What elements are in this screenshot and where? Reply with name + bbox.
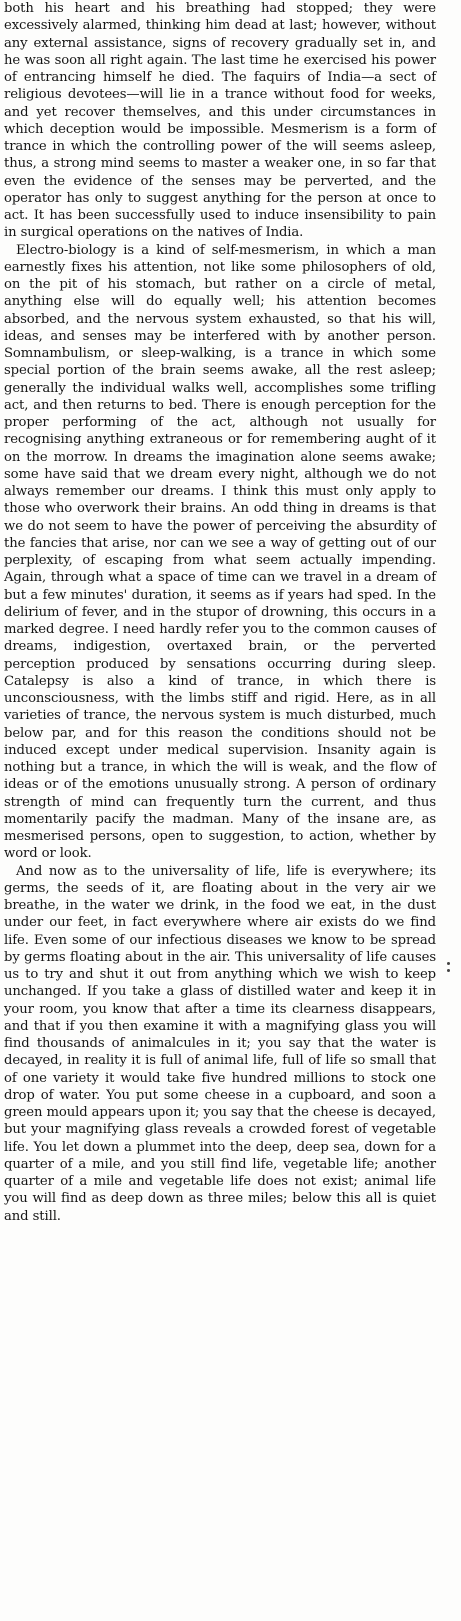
print-speck xyxy=(447,962,450,965)
paragraph-trance-mesmerism: both his heart and his breathing had stopped; they were excessively alarmed, thinking him dead at last; however, without any external assistance, signs of recovery gradually set in, and he was soon all right again. The last time he exercised his power of entrancing himself he died. The faquirs of India—a sect of religious devotees—will lie in a trance without food for weeks, and yet recover themselves, and this under circumstances in which deception would be impossible. Mesmerism is a form of trance in which the controlling power of the will seems asleep, thus, a strong mind seems to master a weaker one, in so far that even the evidence of the senses may be perverted, and the operator has only to suggest anything for the person at once to act. It has been successfully used to induce insensibility to pain in surgical operations on the natives of India. xyxy=(4,1,436,241)
paragraph-universality-of-life: And now as to the universality of life, life is everywhere; its germs, the seeds of it, are floating about in the very air we breathe, in the water we drink, in the food we eat, in the dust under our feet, in fact everywhere where air exists do we find life. Even some of our infectious diseases we know to be spread by germs floating about in the air. This universality of life causes us to try and shut it out from anything which we wish to keep unchanged. If you take a glass of distilled water and keep it in your room, you know that after a time its clearness disappears, and that if you then examine it with a magnifying glass you will find thousands of animalcules in it; you say that the water is decayed, in reality it is full of animal life, full of life so small that of one variety it would take five hundred millions to stock one drop of water. You put some cheese in a cupboard, and soon a green mould appears upon it; you say that the cheese is decayed, but your magnifying glass reveals a crowded forest of vegetable life. You let down a plummet into the deep, deep sea, down for a quarter of a mile, and you still find life, vegetable life; another quarter of a mile and vegetable life does not exist; animal life you will find as deep down as three miles; below this all is quiet and still. xyxy=(4,863,436,1224)
print-speck xyxy=(447,969,450,972)
paragraph-electro-biology: Electro-biology is a kind of self-mesmerism, in which a man earnestly fixes his attention, not like some philosophers of old, on the pit of his stomach, but rather on a circle of metal, anything else will do equally well; his attention becomes absorbed, and the nervous system exhausted, so that his will, ideas, and senses may be interfered with by another person. Somnambulism, or sleep-walking, is a trance in which some special portion of the brain seems awake, all the rest asleep; generally the individual walks well, accomplishes some trifling act, and then returns to bed. There is enough perception for the proper performing of the act, although not usually for recognising anything extraneous or for remembering aught of it on the morrow. In dreams the imagination alone seems awake; some have said that we dream every night, although we do not always remember our dreams. I think this must only apply to those who overwork their brains. An odd thing in dreams is that we do not seem to have the power of perceiving the absurdity of the fancies that arise, nor can we see a way of getting out of our perplexity, of escaping from what seem actually impending. Again, through what a space of time can we travel in a dream of but a few minutes' duration, it seems as if years had sped. In the delirium of fever, and in the stupor of drowning, this occurs in a marked degree. I need hardly refer you to the common causes of dreams, indigestion, overtaxed brain, or the perverted perception produced by sensations occurring during sleep. Catalepsy is also a kind of trance, in which there is unconsciousness, with the limbs stiff and rigid. Here, as in all varieties of trance, the nervous system is much disturbed, much below par, and for this reason the conditions should not be induced except under medical supervision. Insanity again is nothing but a trance, in which the will is weak, and the flow of ideas or of the emotions unusually strong. A person of ordinary strength of mind can frequently turn the current, and thus momentarily pacify the madman. Many of the insane are, as mesmerised persons, open to suggestion, to action, whether by word or look. xyxy=(4,242,436,862)
article-column xyxy=(4,0,436,1225)
